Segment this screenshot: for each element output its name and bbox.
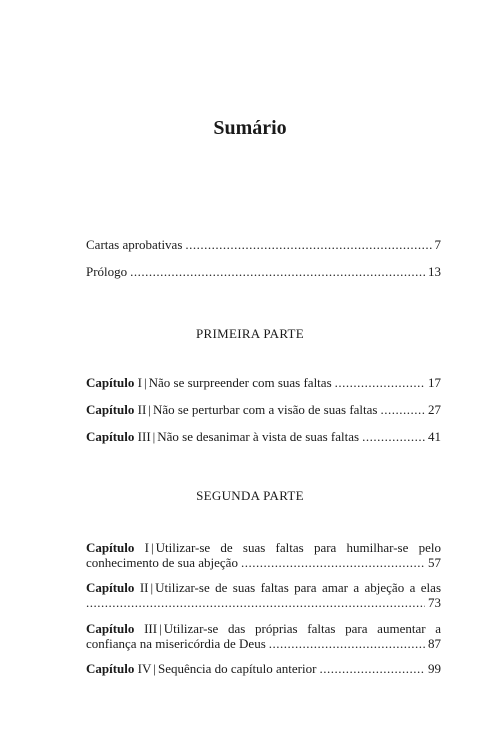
chapter-title: Não se surpreender com suas faltas — [148, 375, 332, 390]
chapter-line-1 — [86, 540, 441, 555]
chapter-numeral: II — [139, 580, 149, 595]
chapter-prefix: Capítulo — [86, 661, 135, 676]
chapter-title-cont: confiança na misericórdia de Deus — [86, 636, 266, 651]
page-title: Sumário — [213, 117, 287, 139]
separator: | — [153, 661, 156, 676]
part-heading: SEGUNDA PARTE — [196, 488, 304, 503]
separator: | — [150, 580, 154, 595]
toc-entry-chapter[interactable] — [86, 429, 441, 444]
leader-dots — [185, 237, 431, 252]
toc-entry-prologo[interactable] — [86, 264, 441, 279]
chapter-title-cont: conhecimento de sua abjeção — [86, 555, 238, 570]
leader-dots — [241, 555, 425, 570]
part-heading: PRIMEIRA PARTE — [195, 326, 305, 341]
leader-dots — [335, 375, 425, 390]
toc-entry-cartas[interactable] — [86, 237, 441, 252]
toc-entry-chapter[interactable] — [86, 540, 441, 570]
separator: | — [148, 402, 151, 417]
chapter-prefix: Capítulo — [86, 375, 135, 390]
leader-dots — [130, 264, 425, 279]
separator: | — [150, 540, 154, 555]
leader-dots — [380, 402, 425, 417]
separator: | — [152, 429, 156, 444]
toc-page-number: 7 — [434, 237, 441, 252]
chapter-numeral: III — [144, 621, 158, 636]
toc-page-number: 87 — [428, 636, 441, 651]
chapter-line-1 — [86, 580, 441, 595]
toc-entry-label: Prólogo — [86, 264, 128, 279]
toc-entry-chapter[interactable] — [86, 375, 441, 390]
separator: | — [159, 621, 162, 636]
chapter-numeral: I — [137, 375, 142, 390]
separator: | — [144, 375, 147, 390]
leader-dots — [86, 595, 425, 610]
leader-dots — [362, 429, 425, 444]
chapter-title: Sequência do capítulo anterior — [157, 661, 317, 676]
chapter-prefix: Capítulo — [86, 402, 135, 417]
toc-entry-chapter[interactable] — [86, 580, 441, 610]
leader-dots — [319, 661, 425, 676]
chapter-prefix: Capítulo — [86, 621, 135, 636]
leader-dots — [269, 636, 425, 651]
toc-page-number: 13 — [428, 264, 441, 279]
toc-entry-chapter[interactable] — [86, 621, 441, 651]
chapter-title: Utilizar-se de suas faltas para humilhar-se pelo — [155, 540, 441, 555]
toc-entry-chapter[interactable] — [86, 402, 441, 417]
chapter-numeral: IV — [137, 661, 152, 676]
toc-page-number: 73 — [428, 595, 441, 610]
chapter-prefix: Capítulo — [86, 580, 135, 595]
chapter-title: Não se desanimar à vista de suas faltas — [157, 429, 360, 444]
toc-entry-label: Cartas aprobativas — [86, 237, 183, 252]
toc-page-number: 17 — [428, 375, 441, 390]
chapter-line-1 — [86, 621, 441, 636]
toc-entry-chapter[interactable] — [86, 661, 441, 676]
toc-page-number: 99 — [428, 661, 441, 676]
chapter-prefix: Capítulo — [86, 540, 135, 555]
chapter-numeral: III — [137, 429, 151, 444]
chapter-title: Utilizar-se das próprias faltas para aumentar a — [163, 621, 441, 636]
chapter-title: Utilizar-se de suas faltas para amar a abjeção a elas — [155, 580, 441, 595]
chapter-numeral: I — [144, 540, 149, 555]
toc-page-number: 27 — [428, 402, 441, 417]
chapter-numeral: II — [137, 402, 147, 417]
chapter-prefix: Capítulo — [86, 429, 135, 444]
toc-page-number: 57 — [428, 555, 441, 570]
toc-page-number: 41 — [428, 429, 441, 444]
chapter-title: Não se perturbar com a visão de suas faltas — [152, 402, 378, 417]
